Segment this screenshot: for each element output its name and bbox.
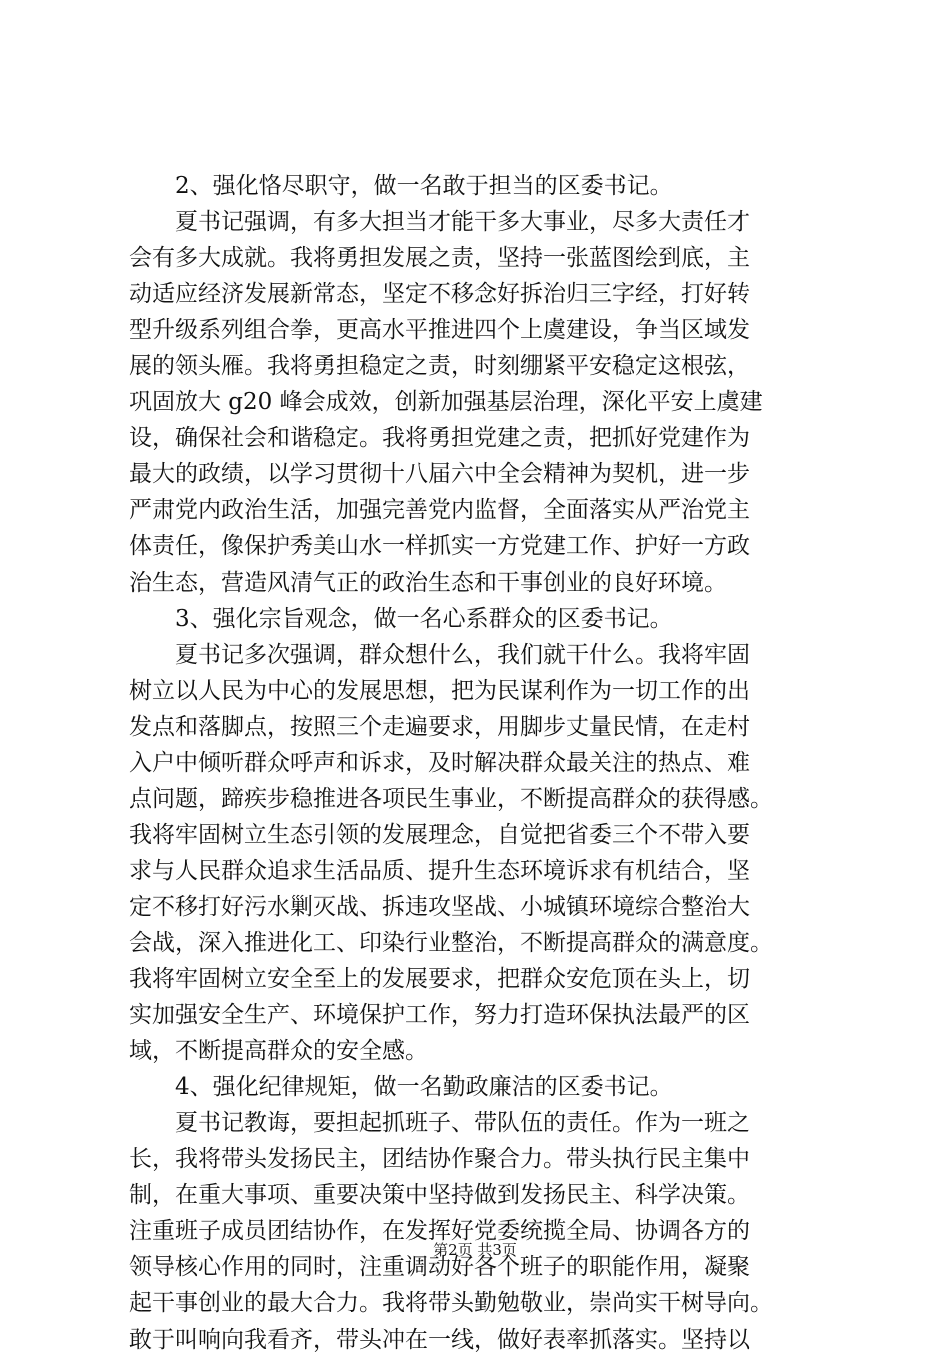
text-line: 设，确保社会和谐稳定。我将勇担党建之责，把抓好党建作为 bbox=[129, 425, 750, 452]
text-line: 树立以人民为中心的发展思想，把为民谋利作为一切工作的出 bbox=[129, 677, 750, 704]
text-line: 域，不断提高群众的安全感。 bbox=[129, 1038, 428, 1065]
text-line: 发点和落脚点，按照三个走遍要求，用脚步丈量民情，在走村 bbox=[129, 713, 750, 740]
paragraph-first-line: 夏书记多次强调，群众想什么，我们就干什么。我将牢固 bbox=[175, 641, 750, 668]
paragraph-first-line: 夏书记强调，有多大担当才能干多大事业，尽多大责任才 bbox=[175, 209, 750, 236]
text-line: 长，我将带头发扬民主，团结协作聚合力。带头执行民主集中 bbox=[129, 1146, 750, 1173]
text-line: 注重班子成员团结协作，在发挥好党委统揽全局、协调各方的 bbox=[129, 1218, 750, 1245]
text-line: 求与人民群众追求生活品质、提升生态环境诉求有机结合，坚 bbox=[129, 857, 750, 884]
text-line: 严肃党内政治生活，加强完善党内监督，全面落实从严治党主 bbox=[129, 497, 750, 524]
paragraph-first-line: 夏书记教诲，要担起抓班子、带队伍的责任。作为一班之 bbox=[175, 1110, 750, 1137]
text-line: 入户中倾听群众呼声和诉求，及时解决群众最关注的热点、难 bbox=[129, 749, 750, 776]
text-line: 体责任，像保护秀美山水一样抓实一方党建工作、护好一方政 bbox=[129, 533, 750, 560]
text-line: 领导核心作用的同时，注重调动好各个班子的职能作用，凝聚 bbox=[129, 1254, 750, 1281]
text-line: 起干事创业的最大合力。我将带头勤勉敬业，崇尚实干树导向。 bbox=[129, 1290, 773, 1317]
text-line: 点问题，蹄疾步稳推进各项民生事业，不断提高群众的获得感。 bbox=[129, 785, 773, 812]
text-line: 敢于叫响向我看齐，带头冲在一线，做好表率抓落实。坚持以 bbox=[129, 1326, 750, 1353]
text-line: 治生态，营造风清气正的政治生态和干事创业的良好环境。 bbox=[129, 569, 727, 596]
text-line: 会有多大成就。我将勇担发展之责，坚持一张蓝图绘到底，主 bbox=[129, 245, 750, 272]
text-line: 展的领头雁。我将勇担稳定之责，时刻绷紧平安稳定这根弦， bbox=[129, 353, 750, 380]
text-line: 动适应经济发展新常态，坚定不移念好拆治归三字经，打好转 bbox=[129, 281, 750, 308]
page-footer: 第2页 共3页 bbox=[433, 1241, 517, 1259]
text-line: 巩固放大 g20 峰会成效，创新加强基层治理，深化平安上虞建 bbox=[129, 389, 763, 416]
text-line: 实加强安全生产、环境保护工作，努力打造环保执法最严的区 bbox=[129, 1002, 750, 1029]
text-line: 我将牢固树立安全至上的发展要求，把群众安危顶在头上，切 bbox=[129, 966, 750, 993]
paragraph-first-line: 2、强化恪尽职守，做一名敢于担当的区委书记。 bbox=[175, 173, 673, 199]
text-line: 型升级系列组合拳，更高水平推进四个上虞建设，争当区域发 bbox=[129, 317, 750, 344]
paragraph-first-line: 4、强化纪律规矩，做一名勤政廉洁的区委书记。 bbox=[175, 1074, 673, 1101]
text-line: 最大的政绩，以学习贯彻十八届六中全会精神为契机，进一步 bbox=[129, 461, 750, 488]
text-line: 会战，深入推进化工、印染行业整治，不断提高群众的满意度。 bbox=[129, 929, 773, 956]
text-line: 制，在重大事项、重要决策中坚持做到发扬民主、科学决策。 bbox=[129, 1182, 750, 1209]
document-body bbox=[129, 168, 829, 1358]
paragraph-first-line: 3、强化宗旨观念，做一名心系群众的区委书记。 bbox=[175, 605, 673, 632]
text-line: 定不移打好污水剿灭战、拆违攻坚战、小城镇环境综合整治大 bbox=[129, 893, 750, 920]
text-line: 我将牢固树立生态引领的发展理念，自觉把省委三个不带入要 bbox=[129, 821, 750, 848]
